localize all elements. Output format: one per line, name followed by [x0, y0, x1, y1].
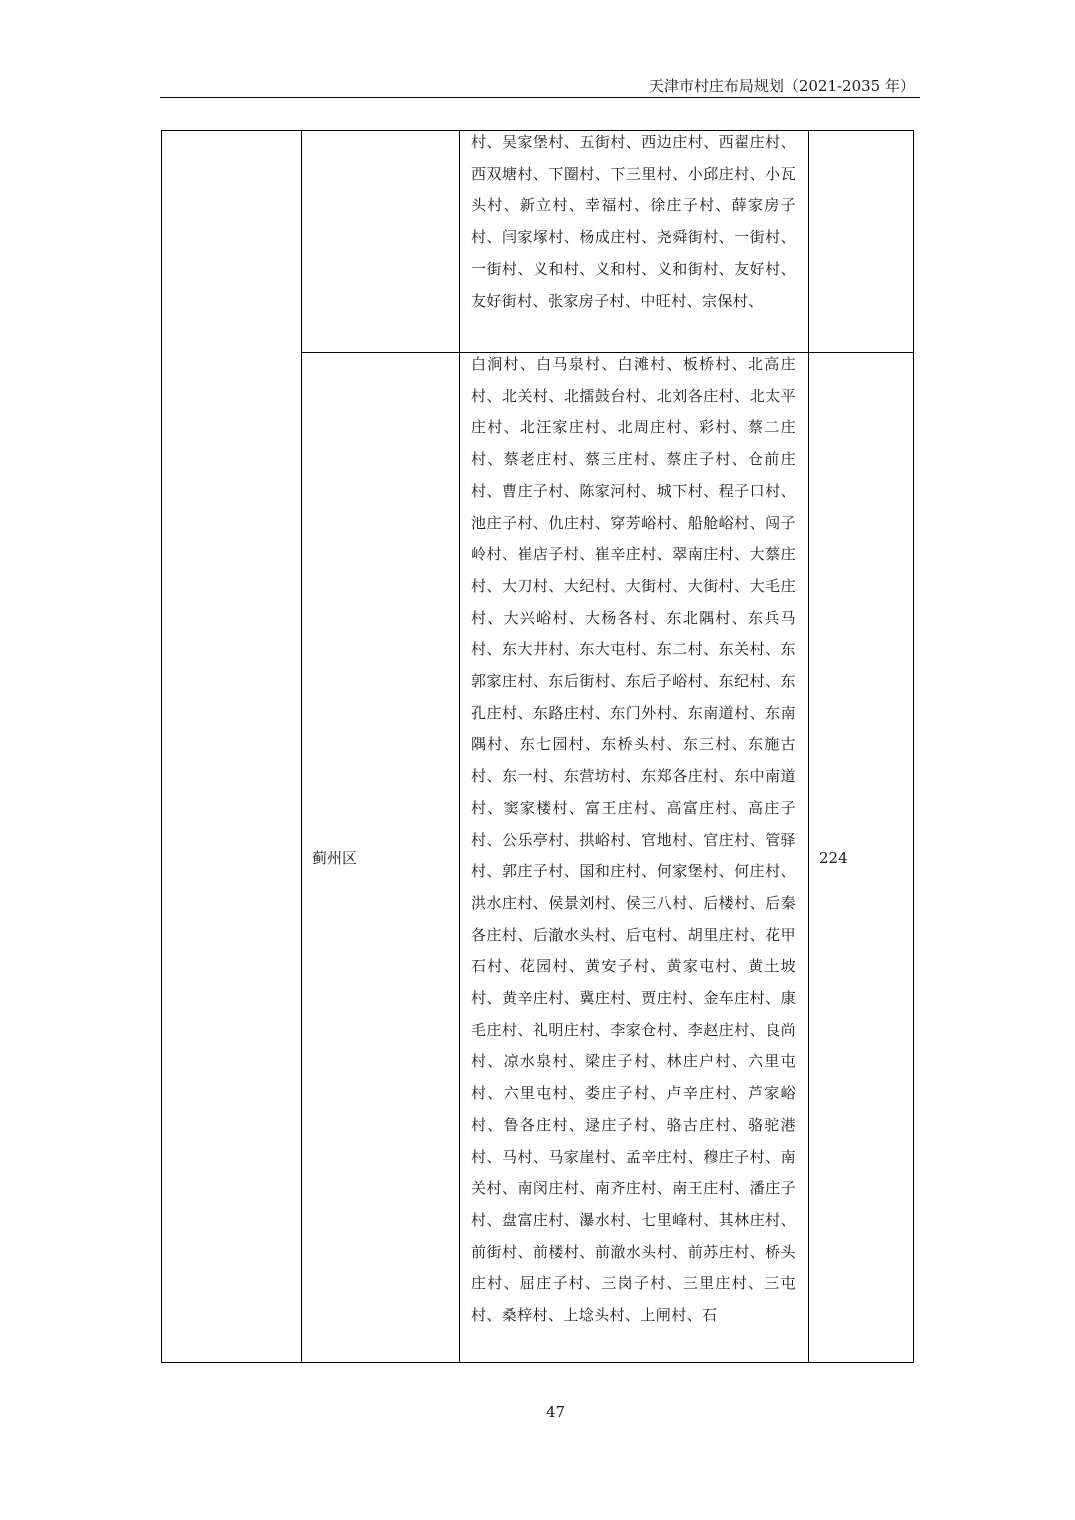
village-list-cell [460, 353, 809, 1363]
category-cell [162, 131, 302, 1363]
document-header-title: 天津市村庄布局规划（2021-2035 年） [648, 77, 915, 95]
page-number: 47 [545, 1403, 566, 1421]
district-cell: 蓟州区 [302, 353, 460, 1363]
village-layout-table [161, 130, 914, 1363]
village-count-cell: 224 [809, 353, 914, 1363]
village-list-text: 白涧村、白马泉村、白滩村、板桥村、北高庄村、北关村、北擂鼓台村、北刘各庄村、北太平庄村、北汪家庄村、北周庄村、彩村、蔡二庄村、蔡老庄村、蔡三庄村、蔡庄子村、仓前庄村、曹庄子村、陈家河村、城下村、程子口村、池庄子村、仇庄村、穿芳峪村、船舱峪村、闯子岭村、崔店子村、崔辛庄村、翠南庄村、大蔡庄村、大刀村、大纪村、大街村、大街村、大毛庄村、大兴峪村、大杨各村、东北隅村、东兵马村、东大井村、东大屯村、东二村、东关村、东郭家庄村、东后街村、东后子峪村、东纪村、东孔庄村、东路庄村、东门外村、东南道村、东南隅村、东七园村、东桥头村、东三村、东施古村、东一村、东营坊村、东郑各庄村、东中南道村、窦家楼村、富王庄村、高富庄村、高庄子村、公乐亭村、拱峪村、官地村、官庄村、管驿村、郭庄子村、国和庄村、何家堡村、何庄村、洪水庄村、侯景刘村、侯三八村、后楼村、后秦各庄村、后澈水头村、后屯村、胡里庄村、花甲石村、花园村、黄安子村、黄家屯村、黄土坡村、黄辛庄村、冀庄村、贾庄村、金车庄村、康毛庄村、礼明庄村、李家仓村、李赵庄村、良尚村、凉水泉村、梁庄子村、林庄户村、六里屯村、六里屯村、娄庄子村、卢辛庄村、芦家峪村、鲁各庄村、逯庄子村、骆古庄村、骆驼港村、马村、马家崖村、孟辛庄村、穆庄子村、南关村、南闵庄村、南齐庄村、南王庄村、潘庄子村、盘富庄村、瀑水村、七里峰村、其林庄村、前街村、前楼村、前澈水头村、前苏庄村、桥头庄村、屈庄子村、三岗子村、三里庄村、三屯村、桑梓村、上埝头村、上闸村、石 [471, 355, 796, 1325]
village-count-cell [809, 131, 914, 353]
village-list-cell [460, 131, 809, 353]
district-cell [302, 131, 460, 353]
village-list-text: 村、吴家堡村、五街村、西边庄村、西翟庄村、西双塘村、下圈村、下三里村、小邱庄村、小瓦头村、新立村、幸福村、徐庄子村、薛家房子村、闫家塚村、杨成庄村、尧舜街村、一街村、一街村、义和村、义和村、义和街村、友好村、友好街村、张家房子村、中旺村、宗保村、 [471, 133, 796, 310]
header-divider [160, 97, 920, 98]
table-row [162, 131, 914, 353]
